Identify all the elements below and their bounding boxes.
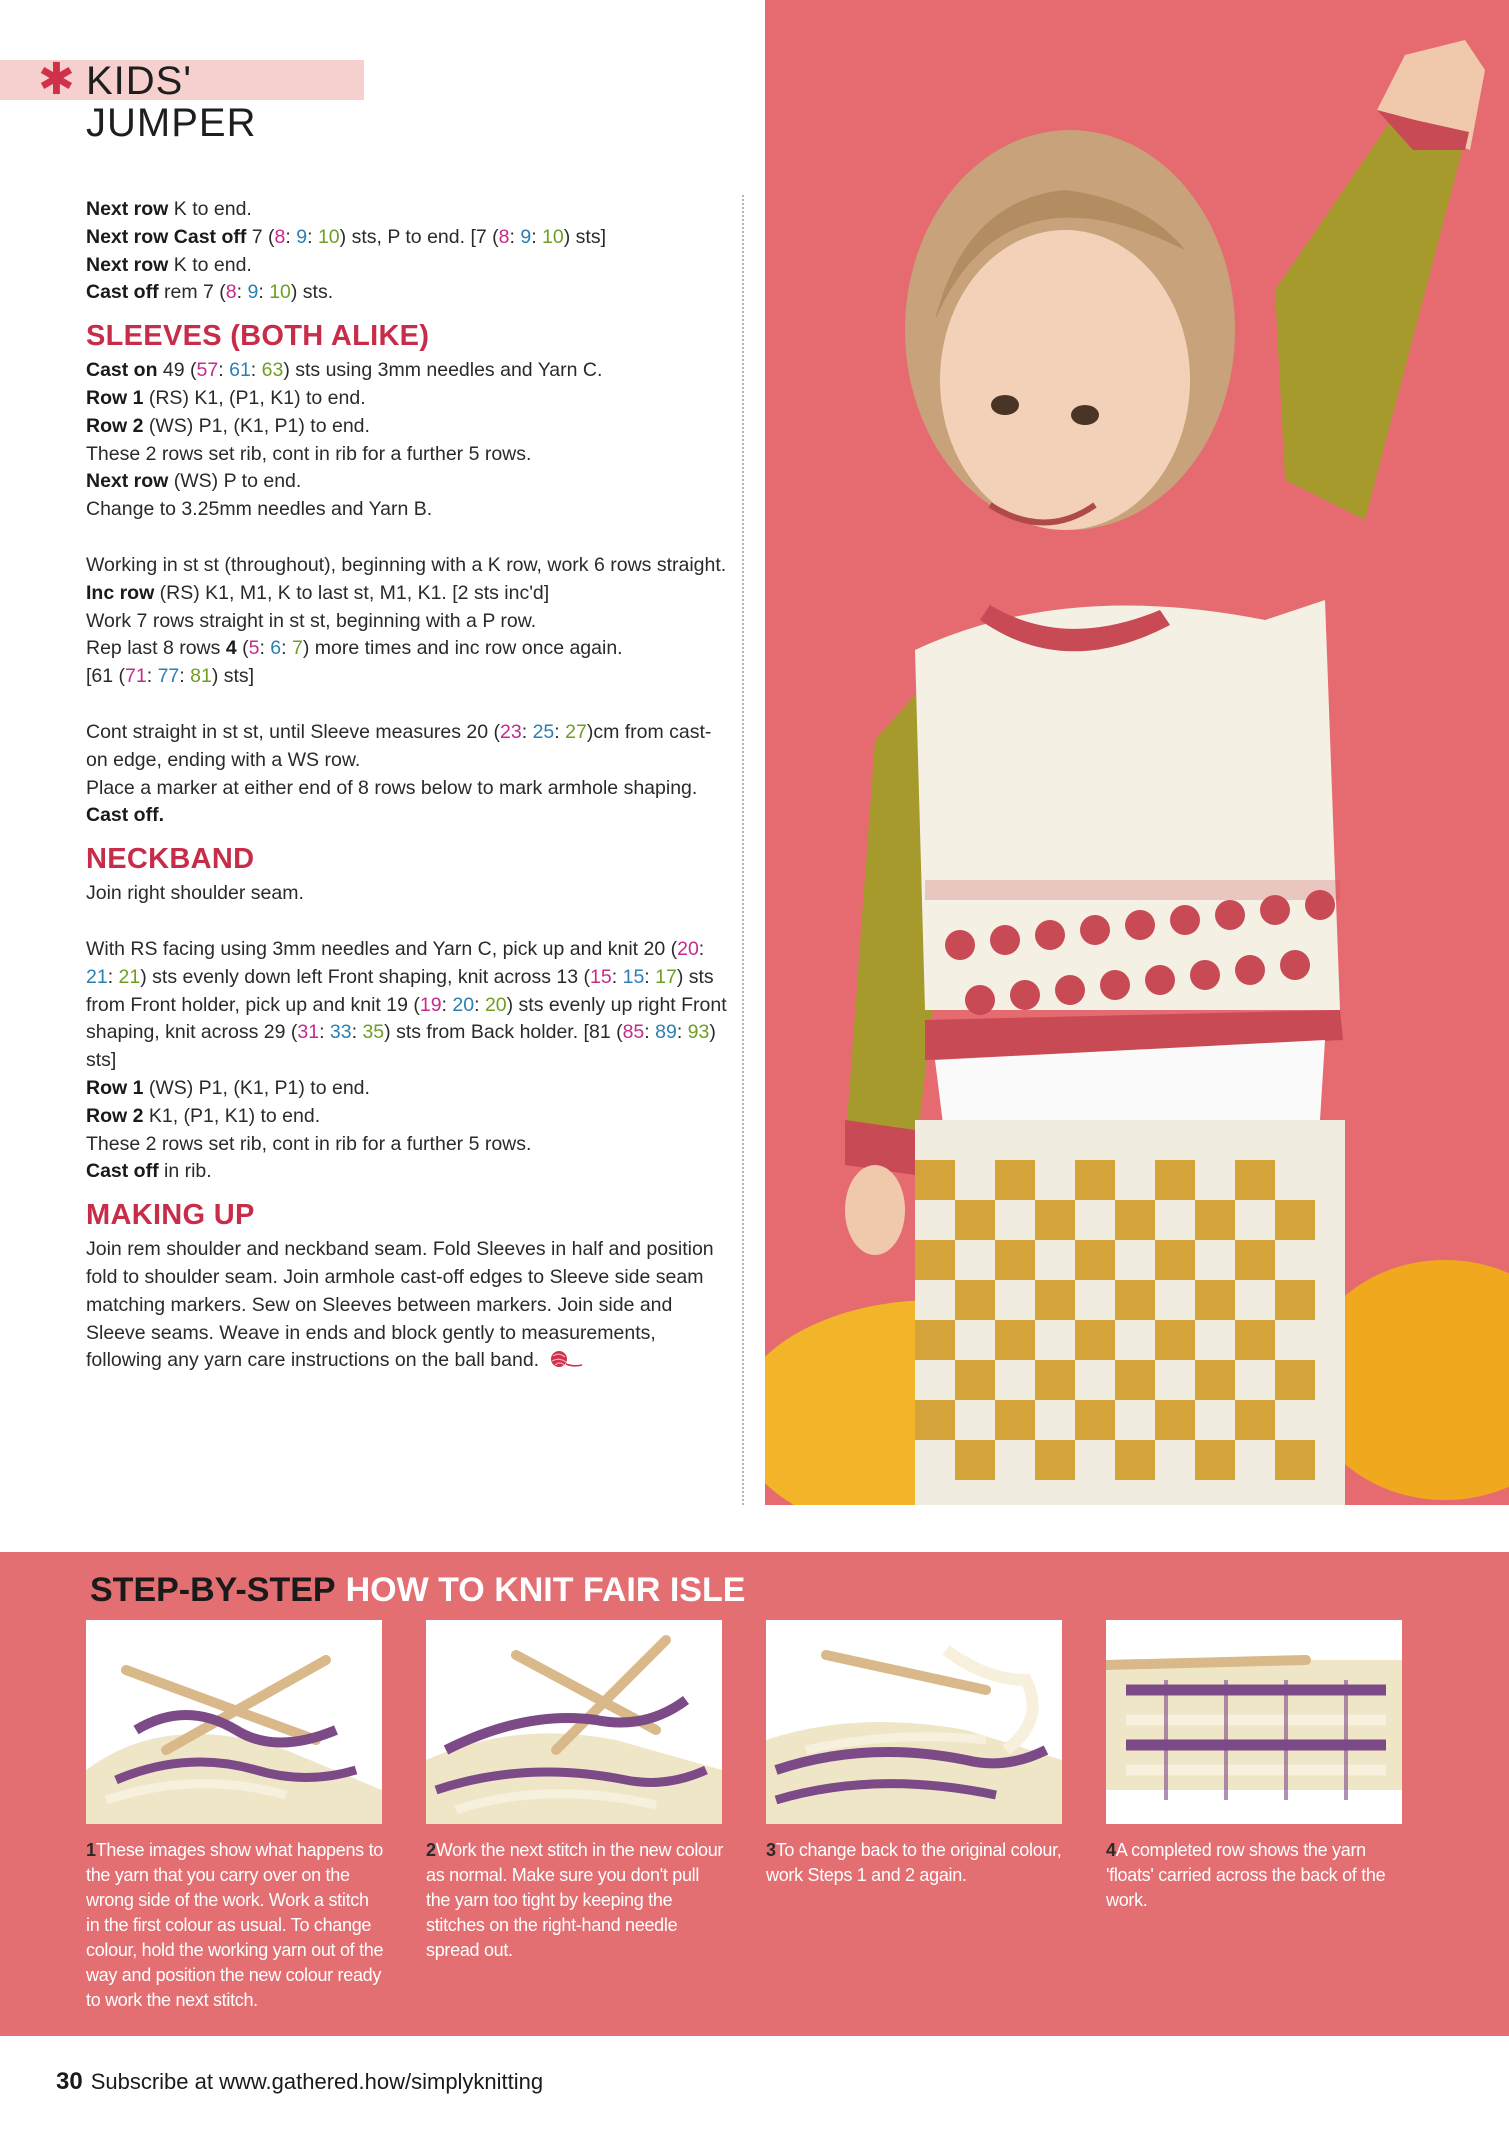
instruction-line: [61 (71: 77: 81) sts] [86, 665, 255, 688]
asterisk-icon: ✱ [38, 55, 75, 104]
instruction-line: Change to 3.25mm needles and Yarn B. [86, 498, 433, 521]
sleeves-heading: SLEEVES (BOTH ALIKE) [86, 320, 430, 353]
instruction-line: Next row (WS) P to end. [86, 470, 302, 493]
instruction-line: Row 1 (RS) K1, (P1, K1) to end. [86, 386, 366, 409]
instruction-line: Cont straight in st st, until Sleeve measures 20 (23: 25: 27)cm from cast-on edge, ending with a WS row. [86, 720, 712, 771]
page-title: KIDS' JUMPER [86, 59, 257, 145]
step-4-image [1106, 1620, 1402, 1824]
instruction-line: Working in st st (throughout), beginning with a K row, work 6 rows straight. [86, 553, 727, 576]
column-divider [742, 195, 744, 1505]
instruction-line: These 2 rows set rib, cont in rib for a further 5 rows. [86, 1132, 532, 1155]
instruction-line: Cast on 49 (57: 61: 63) sts using 3mm needles and Yarn C. [86, 359, 603, 382]
page-footer [56, 2068, 543, 2096]
step-4-caption: 4A completed row shows the yarn 'floats' carried across the back of the work. [1106, 1840, 1386, 1910]
instruction-line: These 2 rows set rib, cont in rib for a further 5 rows. [86, 442, 532, 465]
step-by-step-heading: STEP-BY-STEP HOW TO KNIT FAIR ISLE [90, 1571, 746, 1609]
instruction-line: Place a marker at either end of 8 rows below to mark armhole shaping. [86, 776, 698, 799]
pattern-instructions [86, 196, 731, 1375]
step-2-image [426, 1620, 722, 1824]
step-by-step-panel [0, 1552, 1509, 2036]
instruction-line: Rep last 8 rows 4 (5: 6: 7) more times and inc row once again. [86, 637, 623, 660]
making-up-heading: MAKING UP [86, 1199, 255, 1232]
step-1-caption: 1These images show what happens to the yarn that you carry over on the wrong side of the work. Work a stitch in the first colour as usual. To change colour, hold the working yarn out of the way and position the new colour ready to work the next stitch. [86, 1840, 384, 2010]
instruction-line: Work 7 rows straight in st st, beginning with a P row. [86, 609, 537, 632]
instruction-line: With RS facing using 3mm needles and Yarn C, pick up and knit 20 (20: 21: 21) sts evenly down left Front shaping, knit across 13 (15: 15: 17) sts from Front holder, pick up and knit 19 (19: 20: 20) sts evenly up right Front shaping, knit across 29 (31: 33: 35) sts from Back holder. [81 (85: 89: 93) sts] [86, 937, 727, 1072]
page-number: 30 [56, 2068, 83, 2095]
neckband-heading: NECKBAND [86, 843, 255, 876]
instruction-line: Cast off in rib. [86, 1160, 212, 1183]
subscribe-link[interactable]: Subscribe at www.gathered.how/simplyknitting [90, 2069, 544, 2094]
yarn-ball-icon [549, 1349, 583, 1369]
instruction-line: Cast off. [86, 804, 164, 827]
step-2-caption: 2Work the next stitch in the new colour as normal. Make sure you don't pull the yarn too tight by keeping the stitches on the right-hand needle spread out. [426, 1840, 724, 1960]
step-1-image [86, 1620, 382, 1824]
instruction-line: Join rem shoulder and neckband seam. Fold Sleeves in half and position fold to shoulder seam. Join armhole cast-off edges to Sleeve side seam matching markers. Sew on Sleeves between markers. Join side and Sleeve seams. Weave in ends and block gently to measurements, following any yarn care instructions on the ball band. [86, 1238, 714, 1372]
step-3-caption: 3To change back to the original colour, work Steps 1 and 2 again. [766, 1840, 1062, 1885]
instruction-line: Row 1 (WS) P1, (K1, P1) to end. [86, 1076, 370, 1099]
instruction-line: Inc row (RS) K1, M1, K to last st, M1, K1. [2 sts inc'd] [86, 581, 550, 604]
section-header [0, 55, 364, 145]
instruction-line: Join right shoulder seam. [86, 882, 304, 905]
instruction-line: Next row Cast off 7 (8: 9: 10) sts, P to end. [7 (8: 9: 10) sts] [86, 225, 606, 248]
instruction-line: Next row K to end. [86, 253, 252, 276]
hero-photo-child-in-jumper [765, 0, 1509, 1505]
instruction-line: Row 2 K1, (P1, K1) to end. [86, 1104, 321, 1127]
instruction-line: Row 2 (WS) P1, (K1, P1) to end. [86, 414, 370, 437]
instruction-line: Next row K to end. [86, 198, 252, 220]
step-3-image [766, 1620, 1062, 1824]
instruction-line: Cast off rem 7 (8: 9: 10) sts. [86, 281, 334, 304]
